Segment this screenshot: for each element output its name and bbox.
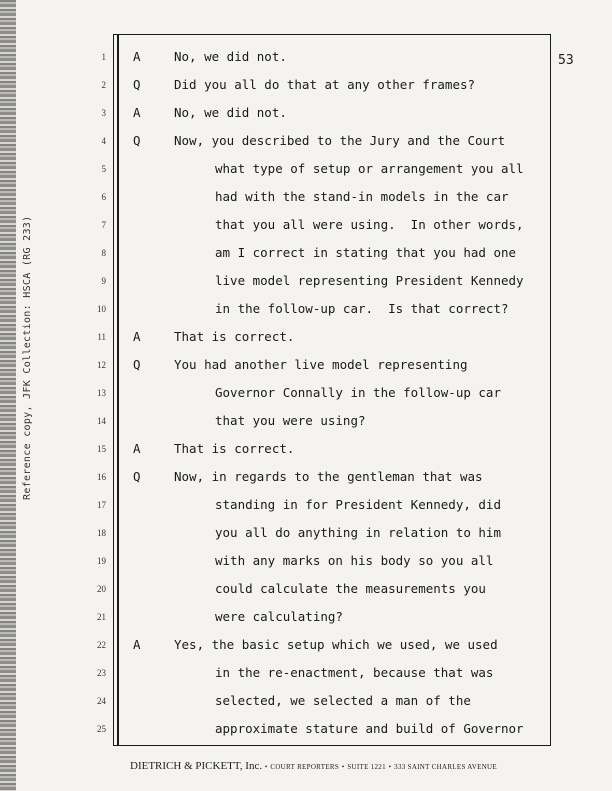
testimony-line: No, we did not. [174,49,287,64]
page-number: 53 [558,53,574,68]
testimony-line: That is correct. [174,441,295,456]
footer-address: 333 SAINT CHARLES AVENUE [394,763,497,771]
speaker-label: A [133,105,141,120]
line-number: 11 [97,332,106,342]
line-number: 18 [97,528,106,538]
line-number: 19 [97,556,106,566]
line-number: 6 [101,192,106,202]
testimony-line: standing in for President Kennedy, did [215,497,501,512]
line-number: 20 [97,584,106,594]
footer-role: COURT REPORTERS [270,763,340,771]
speaker-label: Q [133,469,141,484]
line-number: 10 [97,304,106,314]
line-number: 15 [97,444,106,454]
line-number: 9 [101,276,106,286]
testimony-line: Governor Connally in the follow-up car [215,385,501,400]
testimony-line: were calculating? [215,609,343,624]
speaker-label: Q [133,357,141,372]
testimony-line: with any marks on his body so you all [215,553,494,568]
line-number: 16 [97,472,106,482]
testimony-line: No, we did not. [174,105,287,120]
line-number: 25 [97,724,106,734]
line-number: 13 [97,388,106,398]
speaker-label: Q [133,77,141,92]
line-number: 23 [97,668,106,678]
testimony-line: what type of setup or arrangement you all [215,161,524,176]
testimony-line: selected, we selected a man of the [215,693,471,708]
line-number: 17 [97,500,106,510]
line-number: 12 [97,360,106,370]
testimony-line: am I correct in stating that you had one [215,245,517,260]
line-number: 1 [101,52,106,62]
testimony-line: approximate stature and build of Governor [215,721,524,736]
testimony-line: That is correct. [174,329,295,344]
testimony-line: Yes, the basic setup which we used, we used [174,637,498,652]
reporter-footer [130,760,497,772]
line-number: 24 [97,696,106,706]
line-number: 4 [101,136,106,146]
testimony-line: Now, in regards to the gentleman that was [174,469,483,484]
testimony-line: you all do anything in relation to him [215,525,501,540]
line-number: 3 [101,108,106,118]
testimony-line: could calculate the measurements you [215,581,486,596]
testimony-line: You had another live model representing [174,357,468,372]
binding-edge [0,0,16,791]
transcript-margin-rule [117,34,119,746]
testimony-line: that you all were using. In other words, [215,217,524,232]
speaker-label: A [133,329,141,344]
footer-firm: DIETRICH & PICKETT, Inc. [130,760,263,772]
speaker-label: A [133,49,141,64]
speaker-label: A [133,637,141,652]
footer-separator: • [264,763,268,771]
testimony-line: Now, you described to the Jury and the Court [174,133,506,148]
line-number: 21 [97,612,106,622]
testimony-line: that you were using? [215,413,366,428]
footer-separator: • [388,763,392,771]
speaker-label: A [133,441,141,456]
line-number: 22 [97,640,106,650]
testimony-line: in the follow-up car. Is that correct? [215,301,509,316]
footer-suite: SUITE 1221 [347,763,386,771]
testimony-line: had with the stand-in models in the car [215,189,509,204]
line-number: 14 [97,416,106,426]
testimony-line: in the re-enactment, because that was [215,665,494,680]
line-number: 2 [101,80,106,90]
archive-reference-note: Reference copy, JFK Collection: HSCA (RG 233) [22,215,33,500]
line-number: 5 [101,164,106,174]
line-number: 8 [101,248,106,258]
footer-separator: • [341,763,345,771]
testimony-line: live model representing President Kennedy [215,273,524,288]
speaker-label: Q [133,133,141,148]
testimony-line: Did you all do that at any other frames? [174,77,476,92]
line-number: 7 [101,220,106,230]
